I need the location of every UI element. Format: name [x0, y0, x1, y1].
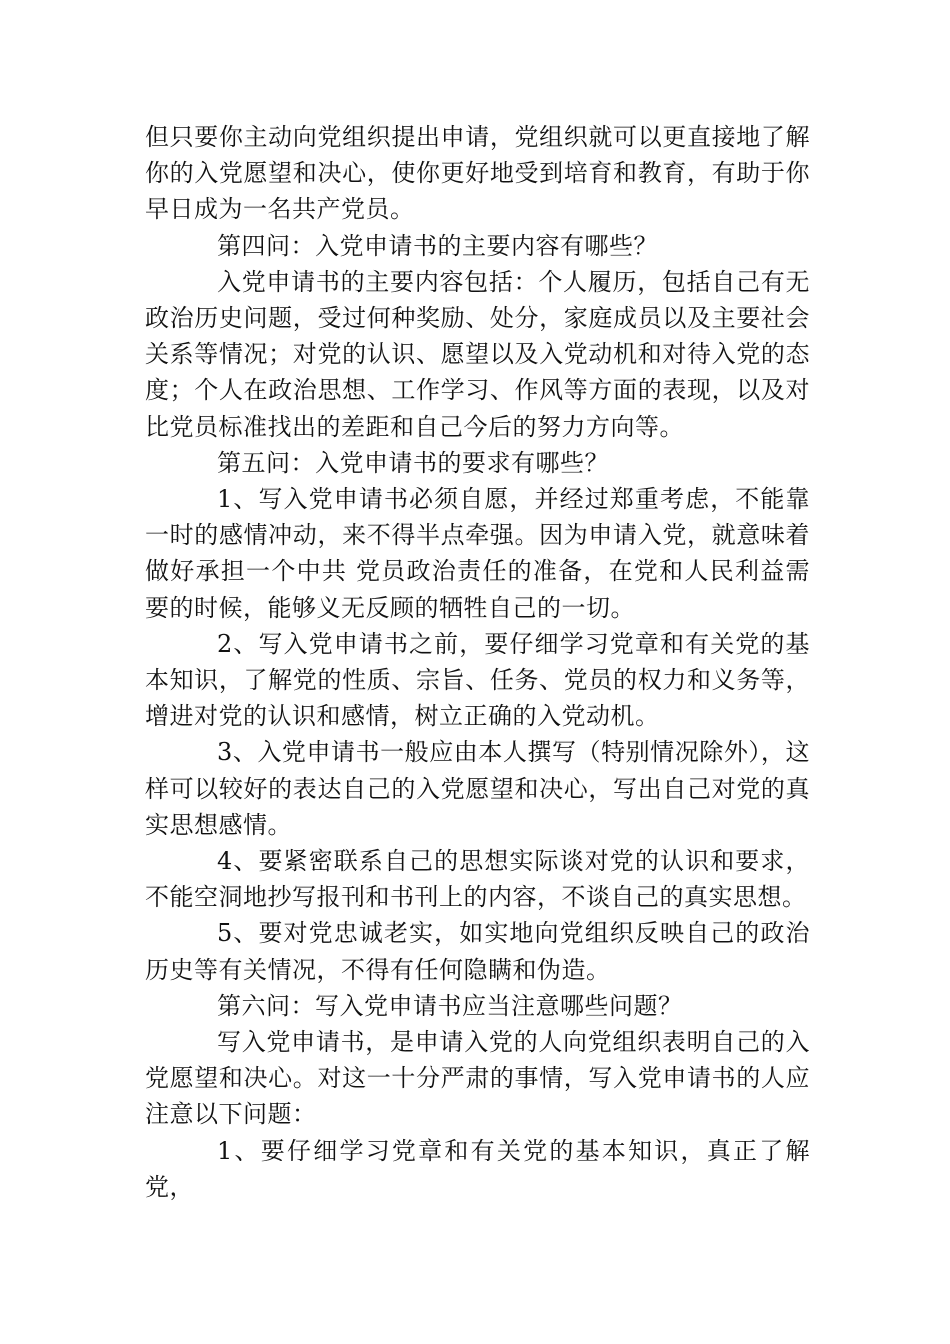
question-6-heading: 第六问：写入党申请书应当注意哪些问题？	[217, 991, 683, 1020]
question-5-item-5: 5、要对党忠诚老实，如实地向党组织反映自己的政治历史等有关情况，不得有任何隐瞒和伪造。	[145, 919, 810, 984]
question-4-heading: 第四问：入党申请书的主要内容有哪些？	[217, 231, 658, 260]
question-5-item-2: 2、写入党申请书之前，要仔细学习党章和有关党的基本知识，了解党的性质、宗旨、任务、党员的权力和义务等，增进对党的认识和感情，树立正确的入党动机。	[145, 629, 810, 731]
question-6-answer: 写入党申请书，是申请入党的人向党组织表明自己的入党愿望和决心。对这一十分严肃的事情，写入党申请书的人应注意以下问题：	[145, 1028, 810, 1129]
question-5-item-3: 3、入党申请书一般应由本人撰写（特别情况除外），这样可以较好的表达自己的入党愿望和决心，写出自己对党的真实思想感情。	[145, 738, 810, 839]
question-4-answer: 入党申请书的主要内容包括：个人履历，包括自己有无政治历史问题，受过何种奖励、处分，家庭成员以及主要社会关系等情况；对党的认识、愿望以及入党动机和对待入党的态度；个人在政治思想、工作学习、作风等方面的表现，以及对比党员标准找出的差距和自己今后的努力方向等。	[145, 267, 810, 441]
question-5-heading: 第五问：入党申请书的要求有哪些？	[217, 448, 609, 477]
paragraph-intro-continuation: 但只要你主动向党组织提出申请，党组织就可以更直接地了解你的入党愿望和决心，使你更好地受到培育和教育，有助于你早日成为一名共产党员。	[145, 123, 810, 224]
document-body	[145, 119, 810, 1205]
question-5-item-4: 4、要紧密联系自己的思想实际谈对党的认识和要求，不能空洞地抄写报刊和书刊上的内容，不谈自己的真实思想。	[145, 847, 810, 912]
question-6-item-1: 1、要仔细学习党章和有关党的基本知识，真正了解党，	[145, 1136, 810, 1201]
question-5-item-1: 1、写入党申请书必须自愿，并经过郑重考虑，不能靠一时的感情冲动，来不得半点牵强。因为申请入党，就意味着做好承担一个中共 党员政治责任的准备，在党和人民利益需要的时候，能够义无反顾的牺牲自己的一切。	[145, 485, 810, 622]
